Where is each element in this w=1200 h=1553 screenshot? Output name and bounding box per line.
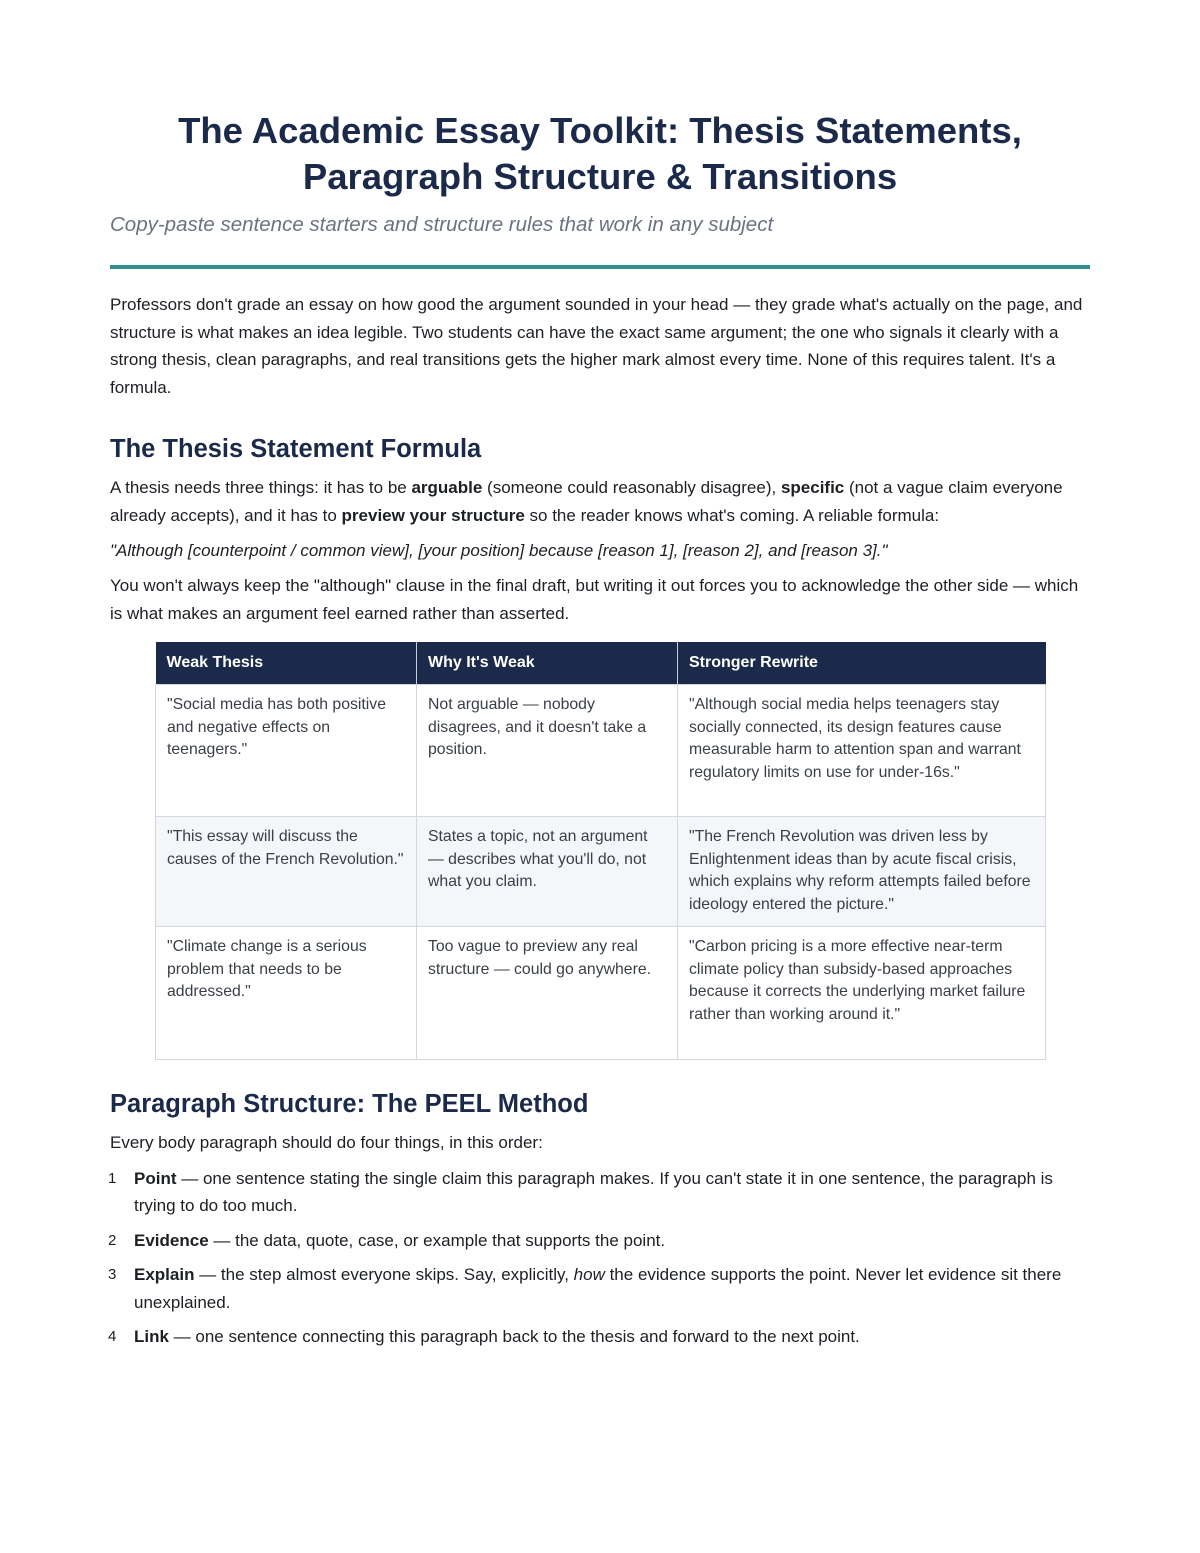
list-item-number: 1 [108,1169,117,1187]
thesis-text-1: A thesis needs three things: it has to be [110,478,412,497]
peel-term-point: Point [134,1168,177,1188]
table-cell: "Social media has both positive and negative effects on teenagers." [156,685,417,817]
list-item-number: 2 [108,1231,117,1249]
title-line-1: The Academic Essay Toolkit: Thesis Statements, [178,110,1022,151]
table-cell: "Climate change is a serious problem that needs to be addressed." [156,927,417,1060]
table-header-row [156,642,1046,685]
title-line-2: Paragraph Structure & Transitions [302,156,898,197]
table-cell: Too vague to preview any real structure — could go anywhere. [417,927,678,1060]
table-cell: Not arguable — nobody disagrees, and it doesn't take a position. [417,685,678,817]
thesis-section-heading: The Thesis Statement Formula [110,435,482,463]
list-item-text: — one sentence connecting this paragraph back to the thesis and forward to the next point. [168,1327,860,1346]
column-header-why-weak: Why It's Weak [417,642,678,685]
table-cell: States a topic, not an argument — describes what you'll do, not what you claim. [417,817,678,927]
table-cell: "Although social media helps teenagers stay socially connected, its design features cause measurable harm to attention span and warrant regulatory limits on use for under-16s." [678,685,1046,817]
thesis-followup-paragraph: You won't always keep the "although" clause in the final draft, but writing it out forces you to acknowledge the other side — which is what makes an argument feel earned rather than asserted. [110,576,1079,623]
peel-term-evidence: Evidence [134,1230,209,1250]
list-item [110,1227,1090,1255]
table-cell: "Carbon pricing is a more effective near-term climate policy than subsidy-based approaches because it corrects the underlying market failure rather than working around it." [678,927,1046,1060]
document-title [110,0,1090,200]
column-header-weak-thesis: Weak Thesis [156,642,417,685]
document-subtitle: Copy-paste sentence starters and structure rules that work in any subject [110,213,774,236]
thesis-text-4: so the reader knows what's coming. A reliable formula: [524,505,940,525]
column-header-stronger-rewrite: Stronger Rewrite [678,642,1046,685]
intro-paragraph: Professors don't grade an essay on how good the argument sounded in your head — they grade what's actually on the page, and structure is what makes an idea legible. Two students can have the exact same argument; the one who signals it clearly with a strong thesis, clean paragraphs, and real transitions gets the higher mark almost every time. None of this requires talent. It's a formula. [110,295,1083,397]
table-row [156,927,1046,1060]
thesis-formula: "Although [counterpoint / common view], [your position] because [reason 1], [reason 2], and [reason 3]." [110,541,888,560]
table-row [156,817,1046,927]
thesis-term-arguable: arguable [411,478,483,497]
peel-term-explain: Explain [134,1265,195,1284]
list-item-text: the evidence supports the point. Never let evidence sit there unexplained. [134,1265,1062,1312]
list-item-text: — the data, quote, case, or example that supports the point. [208,1230,666,1250]
list-item-number: 4 [108,1328,117,1345]
thesis-comparison-table [155,642,1046,1060]
list-item-text: — one sentence stating the single claim this paragraph makes. If you can't state it in one sentence, the paragraph is trying to do too much. [134,1168,1053,1215]
list-item [110,1323,1090,1351]
thesis-text-2: (someone could reasonably disagree), [482,478,781,497]
thesis-text-3: (not a vague claim everyone already accepts), and it has to [110,478,1063,525]
table-row [156,685,1046,817]
peel-term-link: Link [134,1327,169,1346]
title-divider [110,265,1090,269]
peel-intro-paragraph: Every body paragraph should do four things, in this order: [110,1133,543,1152]
table-cell: "This essay will discuss the causes of the French Revolution." [156,817,417,927]
list-item-text: — the step almost everyone skips. Say, explicitly, [194,1265,574,1284]
list-item [110,1165,1090,1220]
list-item-number: 3 [108,1266,117,1283]
table-cell: "The French Revolution was driven less by Enlightenment ideas than by acute fiscal crisis, which explains why reform attempts failed before ideology entered the picture." [678,817,1046,927]
list-item [110,1261,1090,1316]
list-item-emphasis: how [573,1265,605,1284]
thesis-term-specific: specific [780,478,845,497]
thesis-intro-paragraph [110,474,1090,529]
peel-section-heading: Paragraph Structure: The PEEL Method [110,1090,589,1118]
peel-list [110,1165,1090,1351]
thesis-term-preview: preview your structure [341,505,525,525]
